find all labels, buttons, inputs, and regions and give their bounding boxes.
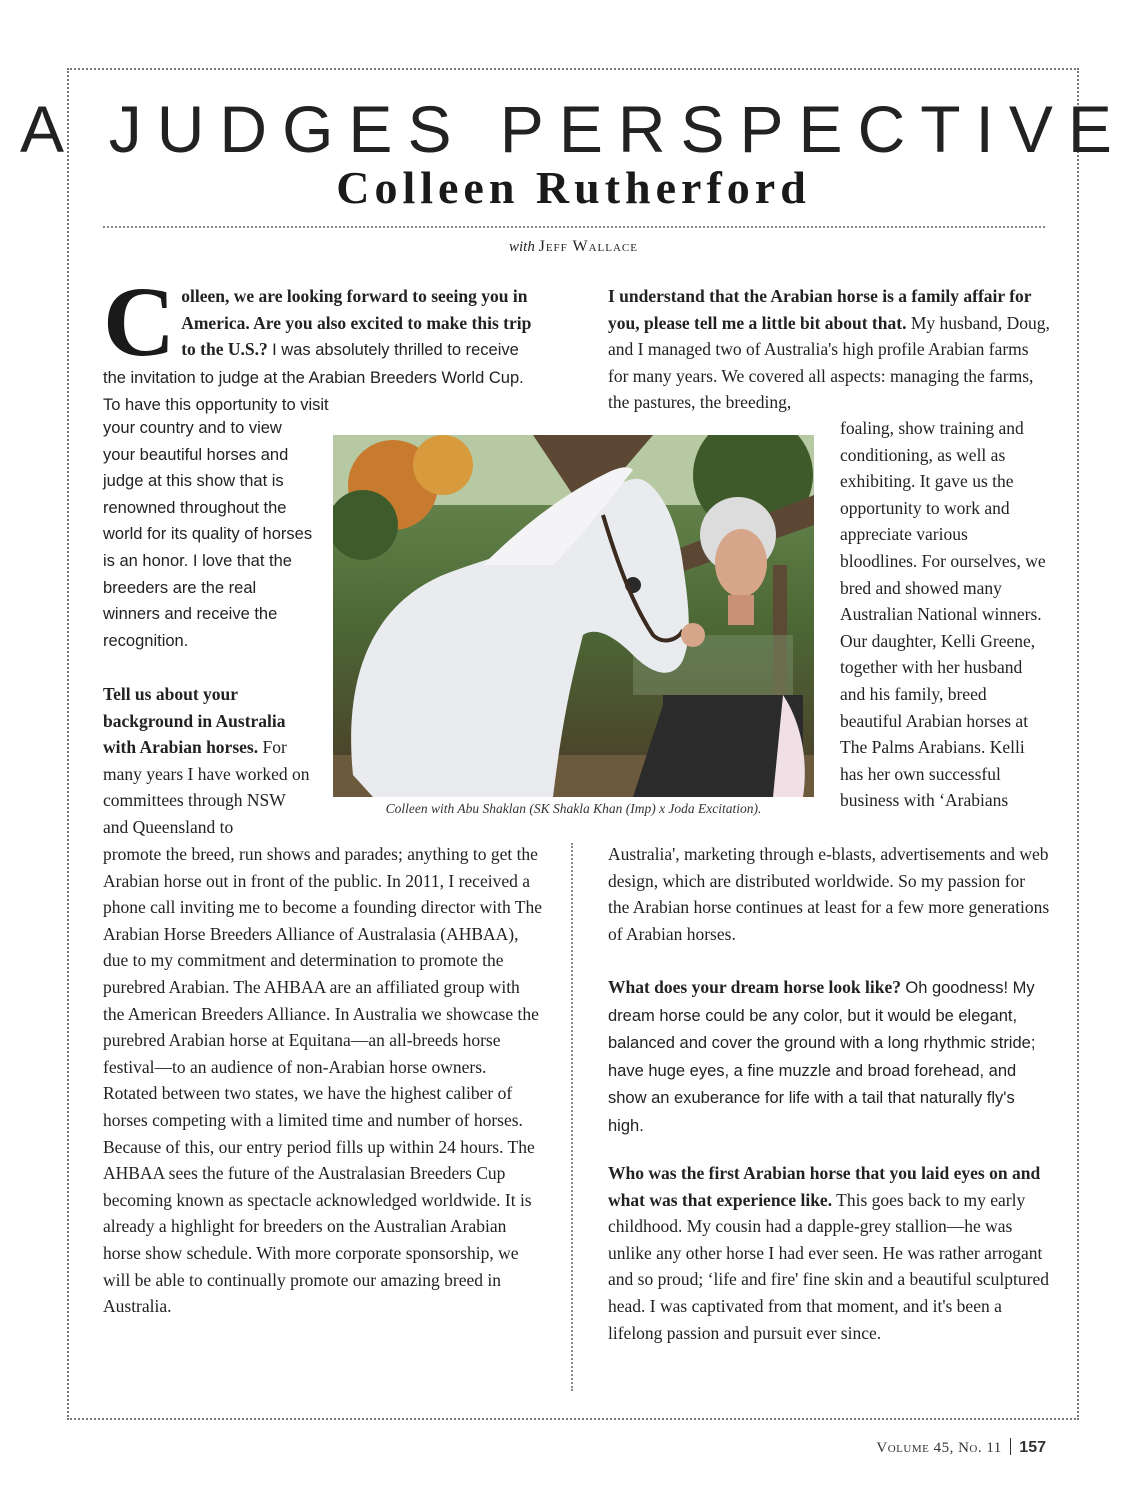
q3-answer-c: Australia', marketing through e-blasts, advertisements and web design, which are distributed worldwide. So my passion for the Arabian horse continues at least for a few more generations of Arabian horses. [608,844,1050,944]
q3-answer-a: My husband, Doug, and I managed two of Australia's high profile Arabian farms for many years. We covered all aspects: managing the farms, the pastures, the breeding, [608,312,1050,413]
photo-caption: Colleen with Abu Shaklan (SK Shakla Khan (Imp) x Joda Excitation). [385,801,762,816]
volume-issue: Volume 45, No. 11 [876,1440,1002,1456]
title-divider [103,226,1045,228]
byline-with: with [509,239,535,255]
q4-answer: Oh goodness! My dream horse could be any color, but it would be elegant, balanced and cover the ground with a long rhythmic stride; have huge eyes, a fine muzzle and broad forehead, and show an exuberance for life with a tail that naturally fly's high. [608,979,1036,1135]
q5-question: Who was the first Arabian horse that you laid eyes on and what was that experience like. [608,1163,1041,1210]
footer-divider [1010,1438,1012,1455]
right-q3-top [608,283,1050,416]
intro-answer-a: I was absolutely thrilled to receive the invitation to judge at the Arabian Breeders World Cup. To have this opportunity to visit [103,341,524,415]
page-number: 157 [1019,1439,1046,1456]
drop-cap: C [103,266,176,377]
byline-author: Jeff Wallace [538,238,638,255]
left-intro-wrap [103,415,315,654]
page-title: A JUDGES PERSPECTIVE [20,92,1127,166]
q3-answer-b: foaling, show training and conditioning, as well as exhibiting. It gave us the opportunity to work and appreciate various bloodlines. For ourselves, we bred and showed many Australian National winners. Our daughter, Kelli Greene, together with her husband and his family, breed beautiful Arabian horses at The Palms Arabians. Kelli has her own successful business with ‘Arabians [840,418,1046,811]
q4-question: What does your dream horse look like? [608,977,901,997]
intro-question: olleen, we are looking forward to seeing you in America. Are you also excited to make this trip to the U.S.? [181,286,532,360]
q2-answer-b: promote the breed, run shows and parades; anything to get the Arabian horse out in front of the public. In 2011, I received a phone call inviting me to become a founding director with The Arabian Horse Breeders Alliance of Australasia (AHBAA), due to my commitment and determination to promote the purebred Arabian. The AHBAA are an affiliated group with the American Breeders Alliance. In Australia we showcase the purebred Arabian horse at Equitana—an all-breeds horse festival—to an audience of non-Arabian horse owners. Rotated between two states, we have the highest caliber of horses competing with a limited time and number of horses. Because of this, our entry period fills up within 24 hours. The AHBAA sees the future of the Australasian Breeders Cup becoming known as spectacle acknowledged worldwide. It is already a highlight for breeders on the Australian Arabian horse show schedule. With more corporate sponsorship, we will be able to continually promote our amazing breed in Australia. [103,844,543,1317]
right-q3-wrap [840,415,1048,814]
intro-answer-b: your country and to view your beautiful horses and judge at this show that is renowned throughout the world for its quality of horses is an honor. I love that the breeders are the real winners and receive the recognition. [103,419,313,650]
right-q4 [608,974,1050,1140]
right-q5 [608,1160,1050,1346]
page-footer [876,1438,1046,1457]
left-q2-wrap [103,681,315,841]
photo-colleen-with-horse [333,435,814,797]
left-intro-top [103,266,543,419]
q2-question: Tell us about your background in Australia with Arabian horses. [103,684,286,758]
q5-answer: This goes back to my early childhood. My cousin had a dapple-grey stallion—he was unlike any other horse I had ever seen. He was rather arrogant and so proud; ‘life and fire' fine skin and a beautiful sculptured head. I was captivated from that moment, and it's been a lifelong passion and pursuit ever since. [608,1189,1050,1343]
byline [0,238,1147,256]
right-q3-body [608,841,1050,947]
q3-question: I understand that the Arabian horse is a family affair for you, please tell me a little bit about that. [608,286,1032,333]
q2-answer-a: For many years I have worked on committees through NSW and Queensland to [103,737,310,837]
left-q2-body [103,841,543,1320]
page-subtitle: Colleen Rutherford [336,162,811,213]
column-separator [571,843,573,1391]
